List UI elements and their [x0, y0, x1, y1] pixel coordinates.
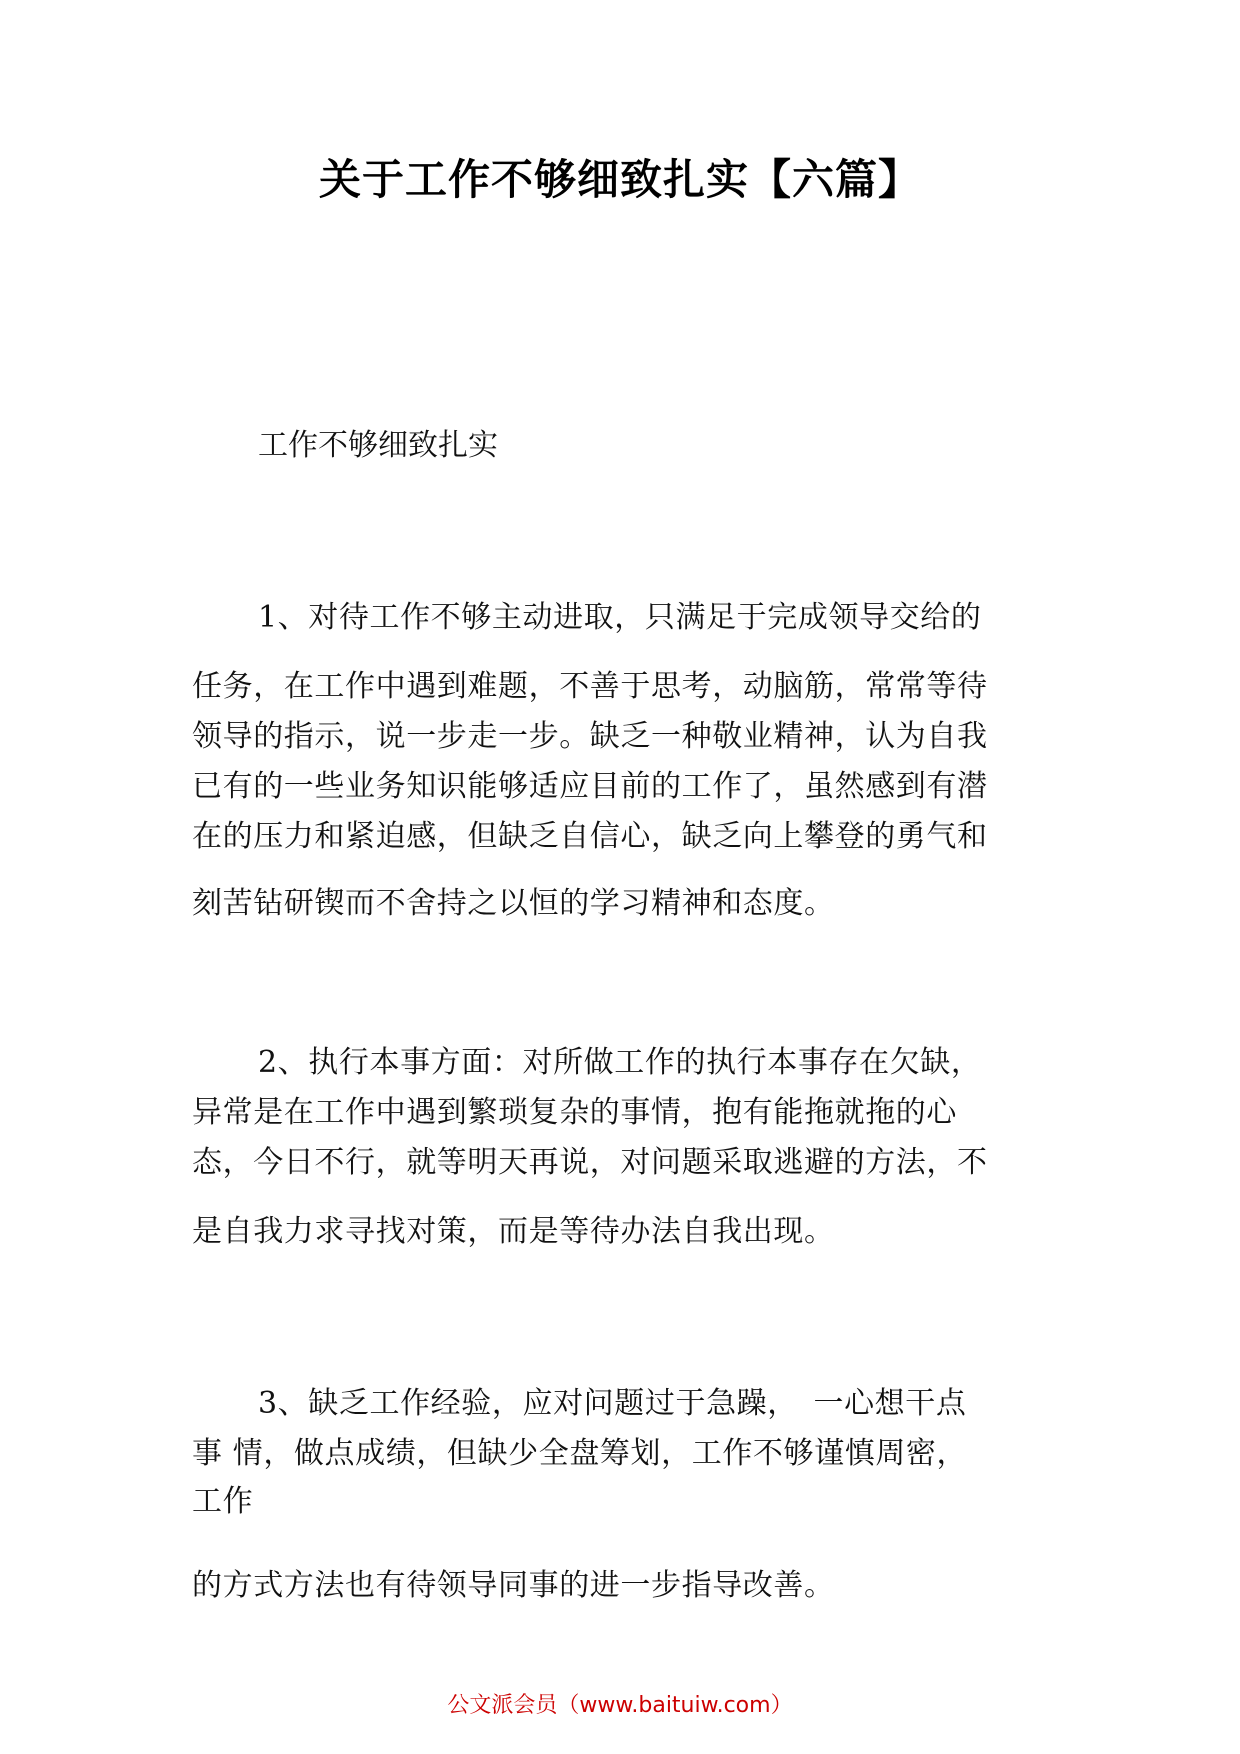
paragraph-line: 的方式方法也有待领导同事的进一步指导改善。	[192, 1568, 835, 1603]
paragraph-line: 态，今日不行，就等明天再说，对问题采取逃避的方法，不	[192, 1145, 988, 1180]
paragraph-line: 领导的指示，说一步走一步。缺乏一种敬业精神，认为自我	[192, 719, 988, 754]
document-title: 关于工作不够细致扎实【六篇】	[318, 155, 921, 204]
paragraph-line: 已有的一些业务知识能够适应目前的工作了，虽然感到有潜	[192, 769, 988, 804]
footer-watermark: 公文派会员（www.baituiw.com）	[447, 1693, 793, 1718]
paragraph-line: 3、缺乏工作经验，应对问题过于急躁， 一心想干点	[258, 1386, 967, 1421]
paragraph-line: 事 情，做点成绩，但缺少全盘筹划，工作不够谨慎周密，	[192, 1436, 968, 1471]
paragraph-line: 是自我力求寻找对策，而是等待办法自我出现。	[192, 1214, 835, 1249]
paragraph-line: 刻苦钻研锲而不舍持之以恒的学习精神和态度。	[192, 886, 835, 921]
paragraph-line: 1、对待工作不够主动进取，只满足于完成领导交给的	[258, 600, 982, 635]
paragraph-line: 工作	[192, 1484, 254, 1519]
paragraph-line: 在的压力和紧迫感，但缺乏自信心，缺乏向上攀登的勇气和	[192, 819, 988, 854]
paragraph-line: 2、执行本事方面：对所做工作的执行本事存在欠缺，	[258, 1045, 982, 1080]
paragraph-line: 异常是在工作中遇到繁琐复杂的事情，抱有能拖就拖的心	[192, 1095, 957, 1130]
paragraph-line: 任务，在工作中遇到难题，不善于思考，动脑筋，常常等待	[192, 669, 988, 704]
document-subtitle: 工作不够细致扎实	[258, 428, 498, 463]
